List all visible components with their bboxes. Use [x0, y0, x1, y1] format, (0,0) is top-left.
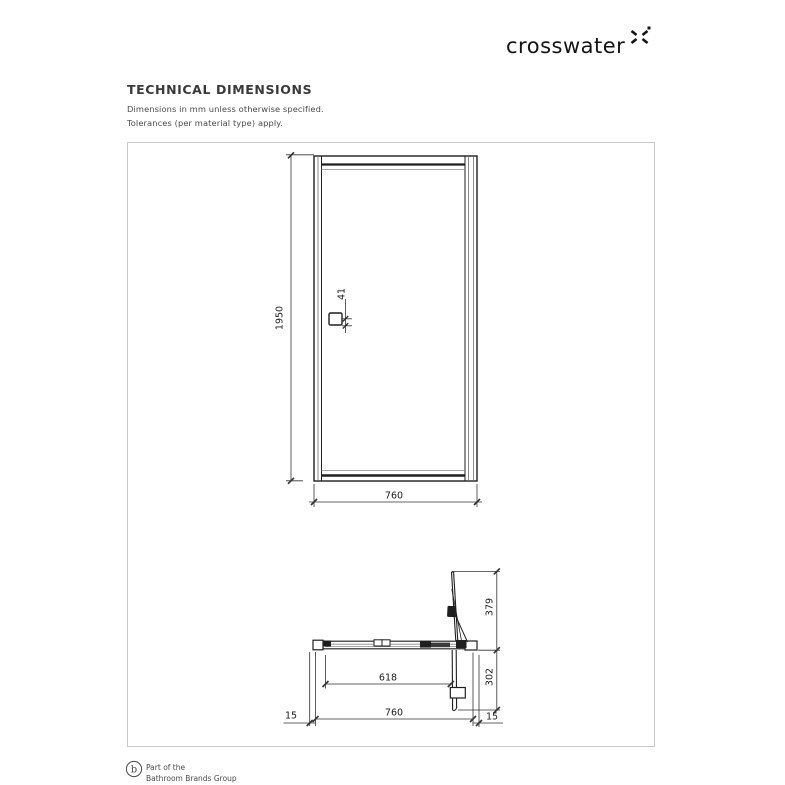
right-wall-profile [465, 641, 477, 650]
svg-text:b: b [130, 764, 138, 776]
left-clamp-bracket [323, 641, 331, 647]
door-handle-plan-outward [450, 688, 465, 699]
door-handle-plan-inward [447, 606, 456, 617]
track-seal-blocks [374, 640, 390, 646]
page-title: TECHNICAL DIMENSIONS [127, 82, 313, 97]
dim-label-opening: 618 [378, 672, 398, 684]
dimensions-note: Dimensions in mm unless otherwise specified. [127, 104, 324, 114]
door-open-outward [452, 650, 457, 711]
dim-label-outward-projection: 302 [484, 667, 496, 687]
dim-label-adjustment-left: 15 [284, 710, 298, 722]
dim-label-plan-width: 760 [384, 707, 404, 719]
dim-label-elevation-width: 760 [384, 490, 404, 502]
bathroom-brands-icon [125, 760, 143, 778]
dim-label-adjustment-right: 15 [485, 711, 499, 723]
closed-door-seal [431, 643, 450, 648]
footer-line2: Bathroom Brands Group [146, 774, 237, 783]
footer-line1: Part of the [146, 763, 186, 772]
closed-door-edge [420, 641, 431, 648]
dim-label-inward-projection: 379 [484, 597, 496, 617]
pivot-block [456, 640, 467, 648]
plan-view [313, 572, 477, 711]
left-wall-profile [313, 640, 323, 650]
elevation-view [314, 156, 477, 481]
bottom-track [313, 641, 477, 649]
crosswater-logo-text: crosswater [506, 34, 626, 58]
tolerances-note: Tolerances (per material type) apply. [127, 118, 283, 128]
dim-label-elevation-height: 1950 [274, 305, 286, 331]
door-handle-front [329, 313, 342, 325]
dim-label-handle: 41 [336, 287, 348, 301]
